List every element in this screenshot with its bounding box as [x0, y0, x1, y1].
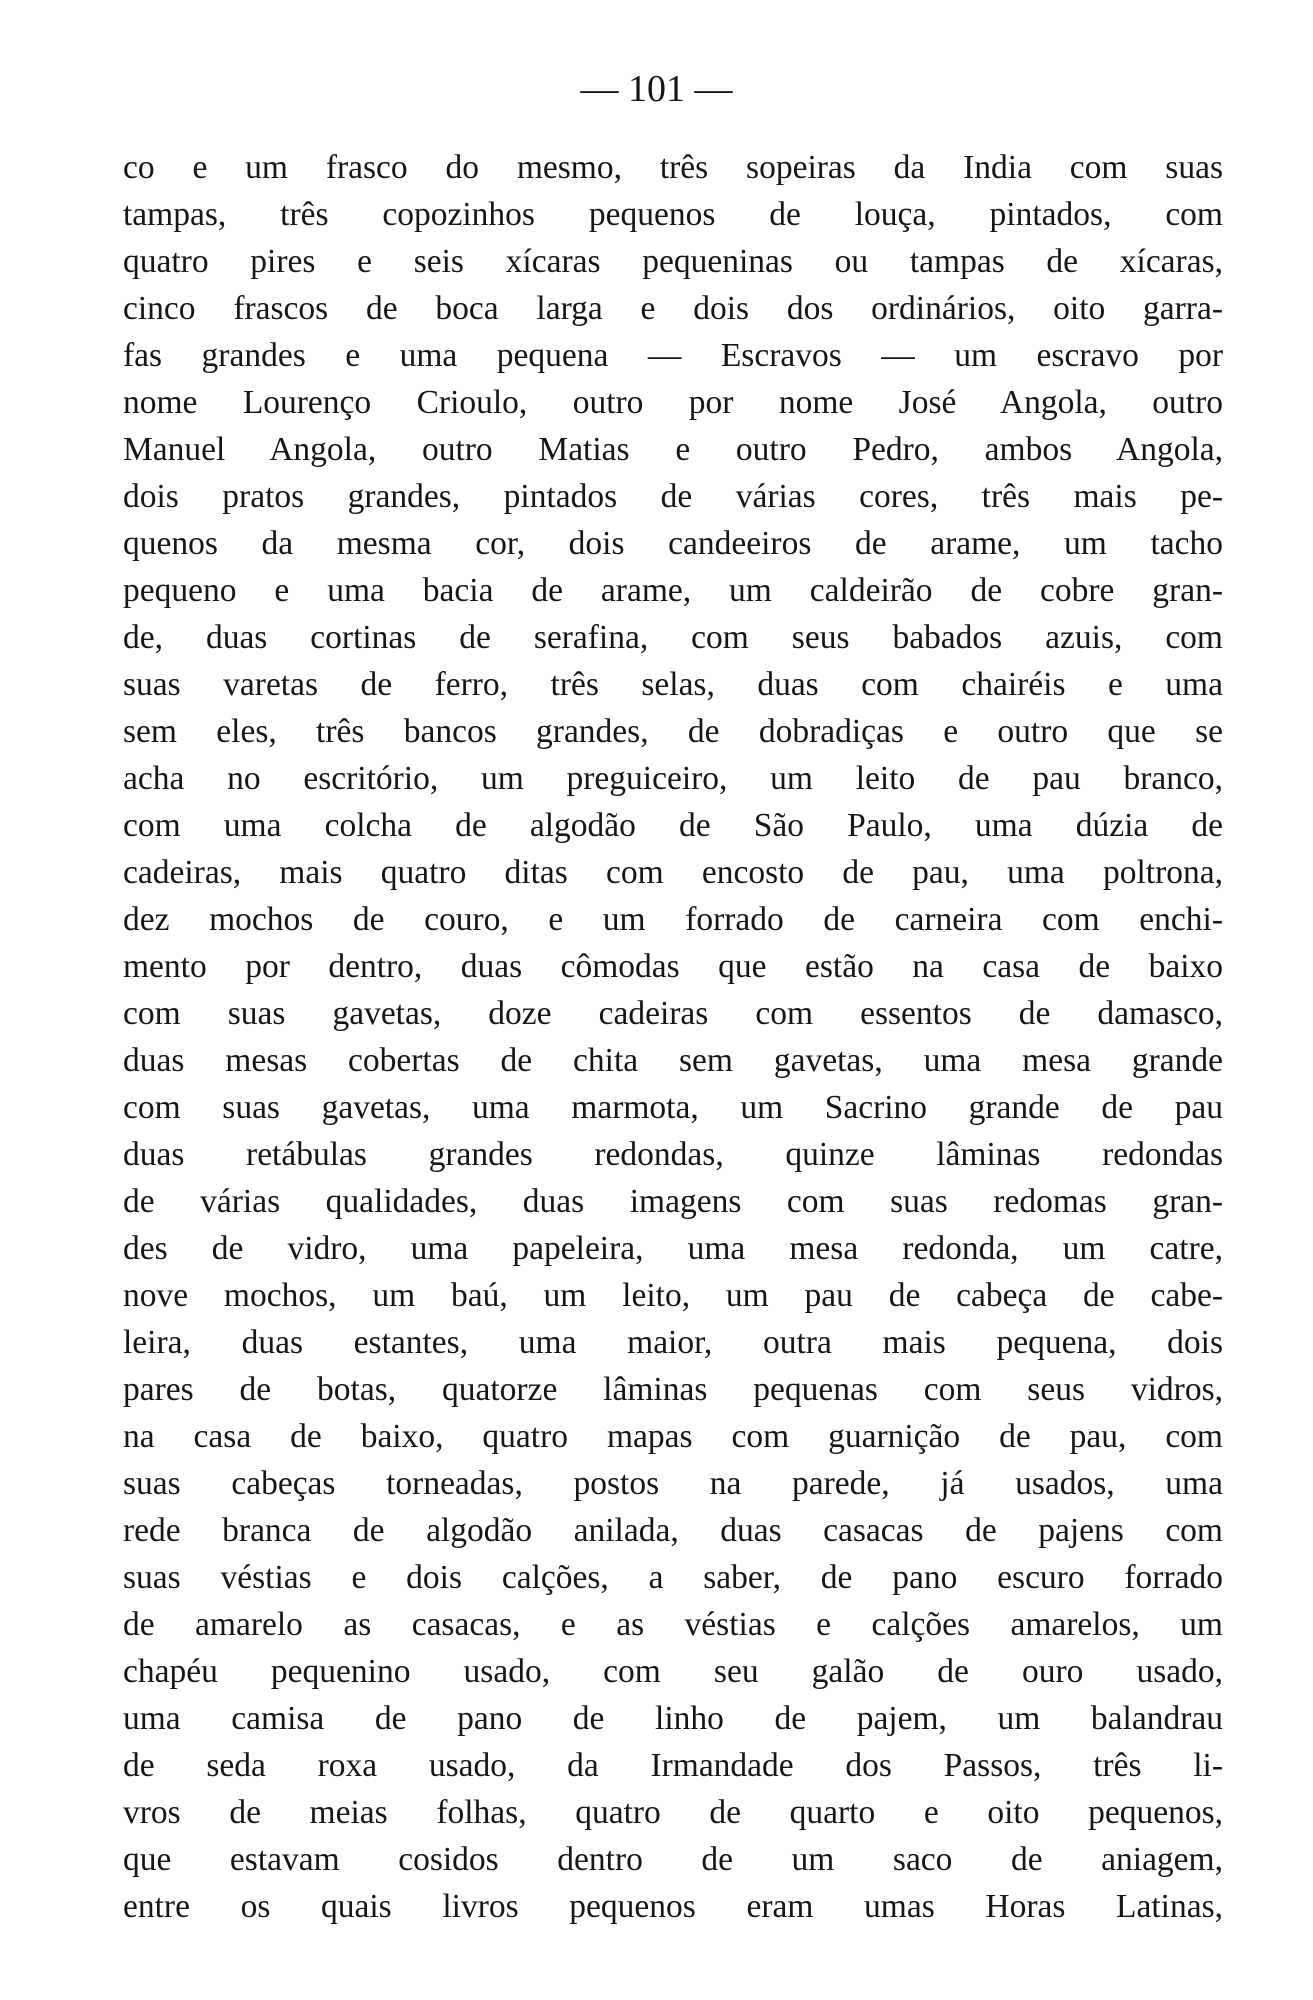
text-line: de amarelo as casacas, e as véstias e calções amarelos, um — [123, 1606, 1223, 1643]
text-line: cadeiras, mais quatro ditas com encosto de pau, uma poltrona, — [123, 854, 1223, 891]
text-line: acha no escritório, um preguiceiro, um leito de pau branco, — [123, 760, 1223, 797]
text-line: fas grandes e uma pequena — Escravos — um escravo por — [123, 337, 1223, 374]
text-line: vros de meias folhas, quatro de quarto e oito pequenos, — [123, 1794, 1223, 1831]
text-line: quenos da mesma cor, dois candeeiros de arame, um tacho — [123, 525, 1223, 562]
text-line: sem eles, três bancos grandes, de dobradiças e outro que se — [123, 713, 1223, 750]
text-line: rede branca de algodão anilada, duas casacas de pajens com — [123, 1512, 1223, 1549]
text-line: quatro pires e seis xícaras pequeninas ou tampas de xícaras, — [123, 243, 1223, 280]
text-line: co e um frasco do mesmo, três sopeiras da India com suas — [123, 149, 1223, 186]
text-line: uma camisa de pano de linho de pajem, um balandrau — [123, 1700, 1223, 1737]
text-line: entre os quais livros pequenos eram umas Horas Latinas, — [123, 1888, 1223, 1925]
text-line: duas mesas cobertas de chita sem gavetas, uma mesa grande — [123, 1042, 1223, 1079]
text-line: com uma colcha de algodão de São Paulo, uma dúzia de — [123, 807, 1223, 844]
text-line: suas cabeças torneadas, postos na parede, já usados, uma — [123, 1465, 1223, 1502]
text-line: suas varetas de ferro, três selas, duas com chairéis e uma — [123, 666, 1223, 703]
text-line: com suas gavetas, uma marmota, um Sacrino grande de pau — [123, 1089, 1223, 1126]
text-line: mento por dentro, duas cômodas que estão na casa de baixo — [123, 948, 1223, 985]
text-line: nome Lourenço Crioulo, outro por nome José Angola, outro — [123, 384, 1223, 421]
text-line: de, duas cortinas de serafina, com seus babados azuis, com — [123, 619, 1223, 656]
text-line: na casa de baixo, quatro mapas com guarnição de pau, com — [123, 1418, 1223, 1455]
text-line: cinco frascos de boca larga e dois dos ordinários, oito garra- — [123, 290, 1223, 327]
text-line: chapéu pequenino usado, com seu galão de ouro usado, — [123, 1653, 1223, 1690]
text-line: Manuel Angola, outro Matias e outro Pedro, ambos Angola, — [123, 431, 1223, 468]
text-line: pequeno e uma bacia de arame, um caldeirão de cobre gran- — [123, 572, 1223, 609]
text-line: des de vidro, uma papeleira, uma mesa redonda, um catre, — [123, 1230, 1223, 1267]
text-line: nove mochos, um baú, um leito, um pau de cabeça de cabe- — [123, 1277, 1223, 1314]
text-line: com suas gavetas, doze cadeiras com essentos de damasco, — [123, 995, 1223, 1032]
text-line: que estavam cosidos dentro de um saco de aniagem, — [123, 1841, 1223, 1878]
text-line: pares de botas, quatorze lâminas pequenas com seus vidros, — [123, 1371, 1223, 1408]
body-text — [123, 144, 1223, 1930]
text-line: dez mochos de couro, e um forrado de carneira com enchi- — [123, 901, 1223, 938]
text-line: suas véstias e dois calções, a saber, de pano escuro forrado — [123, 1559, 1223, 1596]
text-line: de seda roxa usado, da Irmandade dos Passos, três li- — [123, 1747, 1223, 1784]
text-line: leira, duas estantes, uma maior, outra mais pequena, dois — [123, 1324, 1223, 1361]
text-line: dois pratos grandes, pintados de várias cores, três mais pe- — [123, 478, 1223, 515]
text-line: tampas, três copozinhos pequenos de louça, pintados, com — [123, 196, 1223, 233]
text-line: de várias qualidades, duas imagens com suas redomas gran- — [123, 1183, 1223, 1220]
page-number: — 101 — — [580, 68, 733, 110]
text-line: duas retábulas grandes redondas, quinze lâminas redondas — [123, 1136, 1223, 1173]
